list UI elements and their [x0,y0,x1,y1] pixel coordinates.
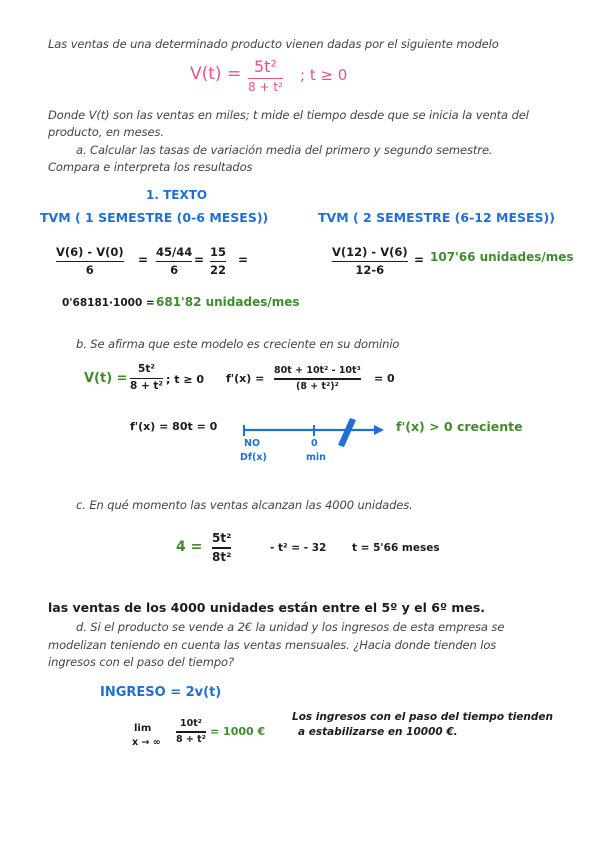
part-d-question-1: d. Si el producto se vende a 2€ la unidad y los ingresos de esta empresa se [76,620,505,634]
derivative-rhs: = 0 [374,372,395,385]
derivative-zero-equation: f'(x) = 80t = 0 [130,420,218,433]
part-c-fraction [212,532,231,564]
calc1-fraction-3-numerator: 15 [210,245,227,259]
part-a-question-1: a. Calcular las tasas de variación media del primero y segundo semestre. [76,143,493,157]
axis-label-zero: 0 [311,438,318,449]
part-a-question-2: Compara e interpreta los resultados [48,160,253,174]
model-lhs: V(t) = [190,64,242,84]
axis-label-domain: Df(x) [240,452,267,463]
limit-numerator: 10t² [179,718,202,729]
model-numerator: 5t² [253,57,277,76]
limit-denominator: 8 + t² [176,734,206,746]
part-c-denominator: 8t² [212,549,232,564]
limit-subscript: x → ∞ [132,737,161,748]
derivative-denominator: (8 + t²)² [296,381,339,393]
tvm-first-semester-title: TVM ( 1 SEMESTRE (0-6 MESES)) [40,210,269,225]
part-c-conclusion: las ventas de los 4000 unidades están entre el 5º y el 6º mes. [48,600,486,615]
part-c-question: c. En qué momento las ventas alcanzan las 4000 unidades. [76,498,413,512]
limit-fraction [176,719,206,745]
part-d-note-line-2: a estabilizarse en 10000 €. [298,726,458,738]
part-d-question-2: modelizan teniendo en cuenta las ventas mensuales. ¿Hacia donde tienden los [48,638,497,652]
calc1-denominator: 6 [85,263,94,278]
intro-line-1: Las ventas de una determinado producto vienen dadas por el siguiente modelo [48,37,499,51]
calc2-numerator: V(12) - V(6) [332,245,408,259]
model-denominator: 8 + t² [248,80,283,95]
part-b-question: b. Se afirma que este modelo es creciente en su dominio [76,337,400,351]
part-c-numerator: 5t² [212,531,232,545]
model-condition: ; t ≥ 0 [300,66,348,84]
limit-fraction-bar [176,731,206,733]
part-b-v-lhs: V(t) = [84,371,128,386]
part-c-step: - t² = - 32 [270,542,327,554]
calc1-result: 681'82 unidades/mes [156,295,300,309]
part-b-conclusion: f'(x) > 0 creciente [396,419,523,434]
calc2-result: 107'66 unidades/mes [430,250,574,264]
number-line-slash-mark [338,418,356,447]
part-b-v-condition: ; t ≥ 0 [166,373,205,386]
calc1-result-prefix: 0'68181·1000 = [62,297,155,309]
calc2-denominator: 12-6 [355,263,385,278]
limit-result: = 1000 € [210,725,266,738]
part-a-heading: 1. TEXTO [146,188,208,202]
part-b-v-denominator: 8 + t² [130,380,164,393]
intro-line-3: producto, en meses. [48,125,164,139]
calc1-fraction-2-numerator: 45/44 [156,245,193,259]
part-c-fraction-bar [212,547,231,549]
part-c-lhs: 4 = [176,539,203,555]
calc1-fraction-3-denominator: 22 [210,263,227,278]
calc1-equals-3: = [238,253,249,267]
part-c-result: t = 5'66 meses [352,542,440,554]
part-d-note-line-1: Los ingresos con el paso del tiempo tienden [292,711,554,723]
intro-line-2: Donde V(t) son las ventas en miles; t mide el tiempo desde que se inicia la venta del [48,108,529,122]
calc2-equals: = [414,253,425,267]
part-b-v-numerator: 5t² [138,363,155,375]
axis-label-min: min [306,452,326,463]
axis-label-no: NO [244,438,261,449]
derivative-numerator: 80t + 10t² - 10t³ [274,365,361,376]
limit-word: lim [134,723,152,734]
derivative-lhs: f'(x) = [226,372,265,385]
calc1-fraction-2-denominator: 6 [170,263,179,278]
number-line-arrowhead [374,425,384,435]
calc1-equals-1: = [138,253,149,267]
part-d-question-3: ingresos con el paso del tiempo? [48,655,234,669]
calc1-numerator: V(6) - V(0) [56,245,124,259]
part-d-heading: INGRESO = 2v(t) [100,685,222,700]
calc1-equals-2: = [194,253,205,267]
tvm-second-semester-title: TVM ( 2 SEMESTRE (6-12 MESES)) [318,210,555,225]
